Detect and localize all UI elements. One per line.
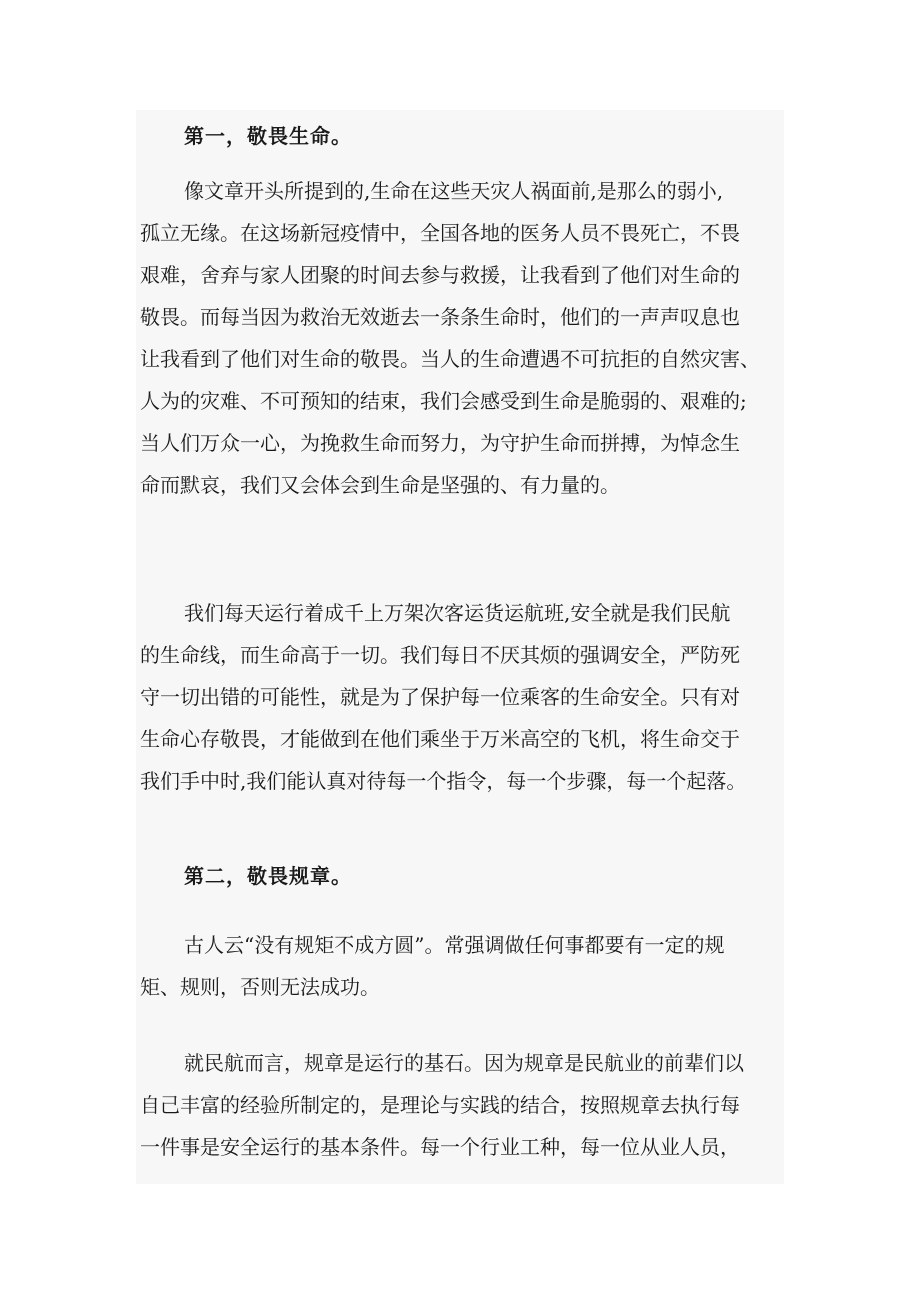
text-line: 的生命线，而生命高于一切。我们每日不厌其烦的强调安全，严防死	[140, 643, 740, 667]
text-line: 我们每天运行着成千上万架次客运货运航班,安全就是我们民航	[184, 601, 731, 625]
text-line: 我们手中时,我们能认真对待每一个指令，每一个步骤，每一个起落。	[140, 769, 747, 793]
paragraph-2	[140, 592, 784, 802]
text-line: 一件事是安全运行的基本条件。每一个行业工种，每一位从业人员，	[140, 1135, 740, 1159]
text-line: 守一切出错的可能性，就是为了保护每一位乘客的生命安全。只有对	[140, 685, 740, 709]
section-heading-1: 第一，敬畏生命。	[184, 124, 352, 148]
text-line: 孤立无缘。在这场新冠疫情中，全国各地的医务人员不畏死亡，不畏	[140, 221, 740, 245]
text-line: 命而默哀，我们又会体会到生命是坚强的、有力量的。	[140, 473, 620, 497]
paragraph-1	[140, 170, 784, 506]
text-line: 敬畏。而每当因为救治无效逝去一条条生命时，他们的一声声叹息也	[140, 305, 740, 329]
text-line: 让我看到了他们对生命的敬畏。当人的生命遭遇不可抗拒的自然灾害、	[140, 347, 760, 371]
section-heading-2: 第二，敬畏规章。	[184, 864, 352, 888]
text-line: 古人云“没有规矩不成方圆”。常强调做任何事都要有一定的规	[184, 933, 725, 957]
text-line: 就民航而言，规章是运行的基石。因为规章是民航业的前辈们以	[184, 1051, 744, 1075]
text-line: 人为的灾难、不可预知的结束，我们会感受到生命是脆弱的、艰难的;	[140, 389, 747, 413]
text-line: 艰难，舍弃与家人团聚的时间去参与救援，让我看到了他们对生命的	[140, 263, 740, 287]
paragraph-3	[140, 924, 784, 1008]
text-line: 生命心存敬畏，才能做到在他们乘坐于万米高空的飞机，将生命交于	[140, 727, 740, 751]
text-line: 当人们万众一心，为挽救生命而努力，为守护生命而拼搏，为悼念生	[140, 431, 740, 455]
text-line: 矩、规则，否则无法成功。	[140, 975, 380, 999]
text-line: 像文章开头所提到的,生命在这些天灾人祸面前,是那么的弱小,	[184, 179, 724, 203]
text-line: 自己丰富的经验所制定的，是理论与实践的结合，按照规章去执行每	[140, 1093, 740, 1117]
paragraph-4	[140, 1042, 784, 1168]
